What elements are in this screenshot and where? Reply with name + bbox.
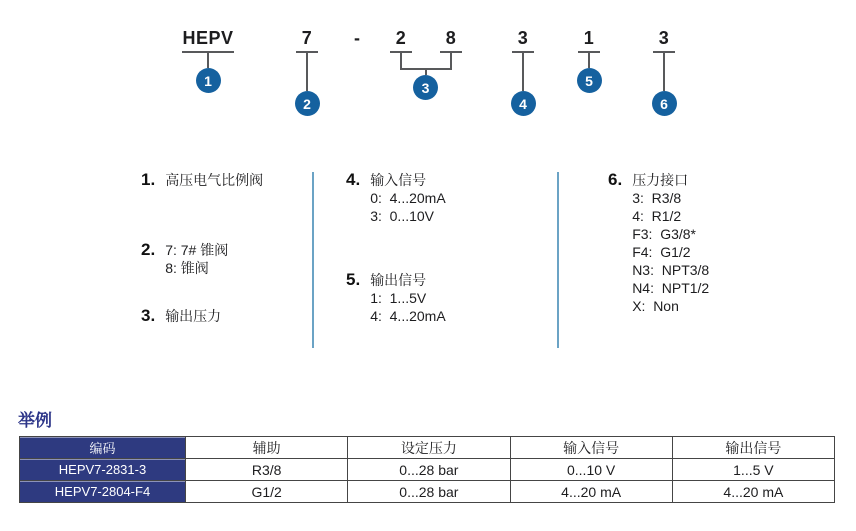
callout-badge-1: 1: [196, 68, 221, 93]
table-row: [20, 481, 835, 503]
legend-item-1: [141, 170, 263, 190]
code-text-seg2: 7: [301, 28, 313, 48]
legend-item-lines: [165, 307, 221, 325]
legend-item-4: [346, 170, 446, 225]
legend-item-number: 1.: [141, 170, 156, 189]
legend-line: 7: 7# 锥阀: [165, 242, 229, 258]
legend-item-2: [141, 240, 228, 277]
callout-badge-5: 5: [577, 68, 602, 93]
code-dash: -: [354, 28, 360, 48]
legend-line: 8: 锥阀: [165, 260, 209, 276]
legend-line: N3: NPT3/8: [632, 262, 710, 278]
legend-line: 3: R3/8: [632, 190, 682, 206]
legend-item-lines: [370, 171, 445, 225]
legend-line: 4: 4...20mA: [370, 308, 446, 324]
callout-badge-4: 4: [511, 91, 536, 116]
example-section-title: 举例: [18, 411, 52, 430]
legend-item-number: 3.: [141, 306, 156, 325]
legend-item-lines: [165, 171, 263, 189]
legend-item-lines: [165, 241, 228, 277]
callout-badge-6: 6: [652, 91, 677, 116]
legend-item-3: [141, 306, 221, 326]
legend-item-number: 2.: [141, 240, 156, 259]
callout-badge-3: 3: [413, 75, 438, 100]
table-row: [20, 459, 835, 481]
callout-badge-2: 2: [295, 91, 320, 116]
code-text-group-left: 2: [395, 28, 407, 48]
cell-code: HEPV7-2804-F4: [20, 481, 186, 503]
legend-line: 输出压力: [165, 308, 222, 324]
header-cell-aux: 辅助: [186, 437, 348, 459]
cell-output-signal: 1...5 V: [672, 459, 834, 481]
code-text-seg5: 1: [583, 28, 595, 48]
header-cell-input-signal: 输入信号: [510, 437, 672, 459]
legend-item-number: 5.: [346, 270, 361, 289]
header-cell-code: 编码: [20, 437, 186, 459]
legend-item-number: 4.: [346, 170, 361, 189]
legend-item-5: [346, 270, 446, 325]
cell-code: HEPV7-2831-3: [20, 459, 186, 481]
legend-line: 输出信号: [370, 272, 427, 288]
cell-pressure: 0...28 bar: [348, 481, 510, 503]
legend-line: 压力接口: [632, 172, 689, 188]
legend-divider: [557, 172, 559, 348]
legend-line: X: Non: [632, 298, 679, 314]
cell-input-signal: 0...10 V: [510, 459, 672, 481]
legend-divider: [312, 172, 314, 348]
header-cell-output-signal: 输出信号: [672, 437, 834, 459]
legend-line: 0: 4...20mA: [370, 190, 446, 206]
code-text-seg6: 3: [658, 28, 670, 48]
legend-item-lines: [370, 271, 445, 325]
header-cell-pressure: 设定压力: [348, 437, 510, 459]
legend-line: F3: G3/8*: [632, 226, 696, 242]
legend-line: N4: NPT1/2: [632, 280, 710, 296]
cell-aux: R3/8: [186, 459, 348, 481]
legend-line: 输入信号: [370, 172, 427, 188]
cell-output-signal: 4...20 mA: [672, 481, 834, 503]
cell-pressure: 0...28 bar: [348, 459, 510, 481]
cell-aux: G1/2: [186, 481, 348, 503]
legend-item-lines: [632, 171, 709, 315]
example-table: [19, 436, 835, 503]
code-text-seg4: 3: [517, 28, 529, 48]
legend-line: 4: R1/2: [632, 208, 682, 224]
legend-line: 高压电气比例阀: [165, 172, 264, 188]
table-header-row: [20, 437, 835, 459]
legend-line: 3: 0...10V: [370, 208, 435, 224]
legend-item-number: 6.: [608, 170, 623, 189]
legend-item-6: [608, 170, 709, 315]
legend-line: F4: G1/2: [632, 244, 691, 260]
code-text-group-right: 8: [445, 28, 457, 48]
cell-input-signal: 4...20 mA: [510, 481, 672, 503]
legend-line: 1: 1...5V: [370, 290, 427, 306]
code-text-prefix: HEPV: [182, 28, 234, 48]
